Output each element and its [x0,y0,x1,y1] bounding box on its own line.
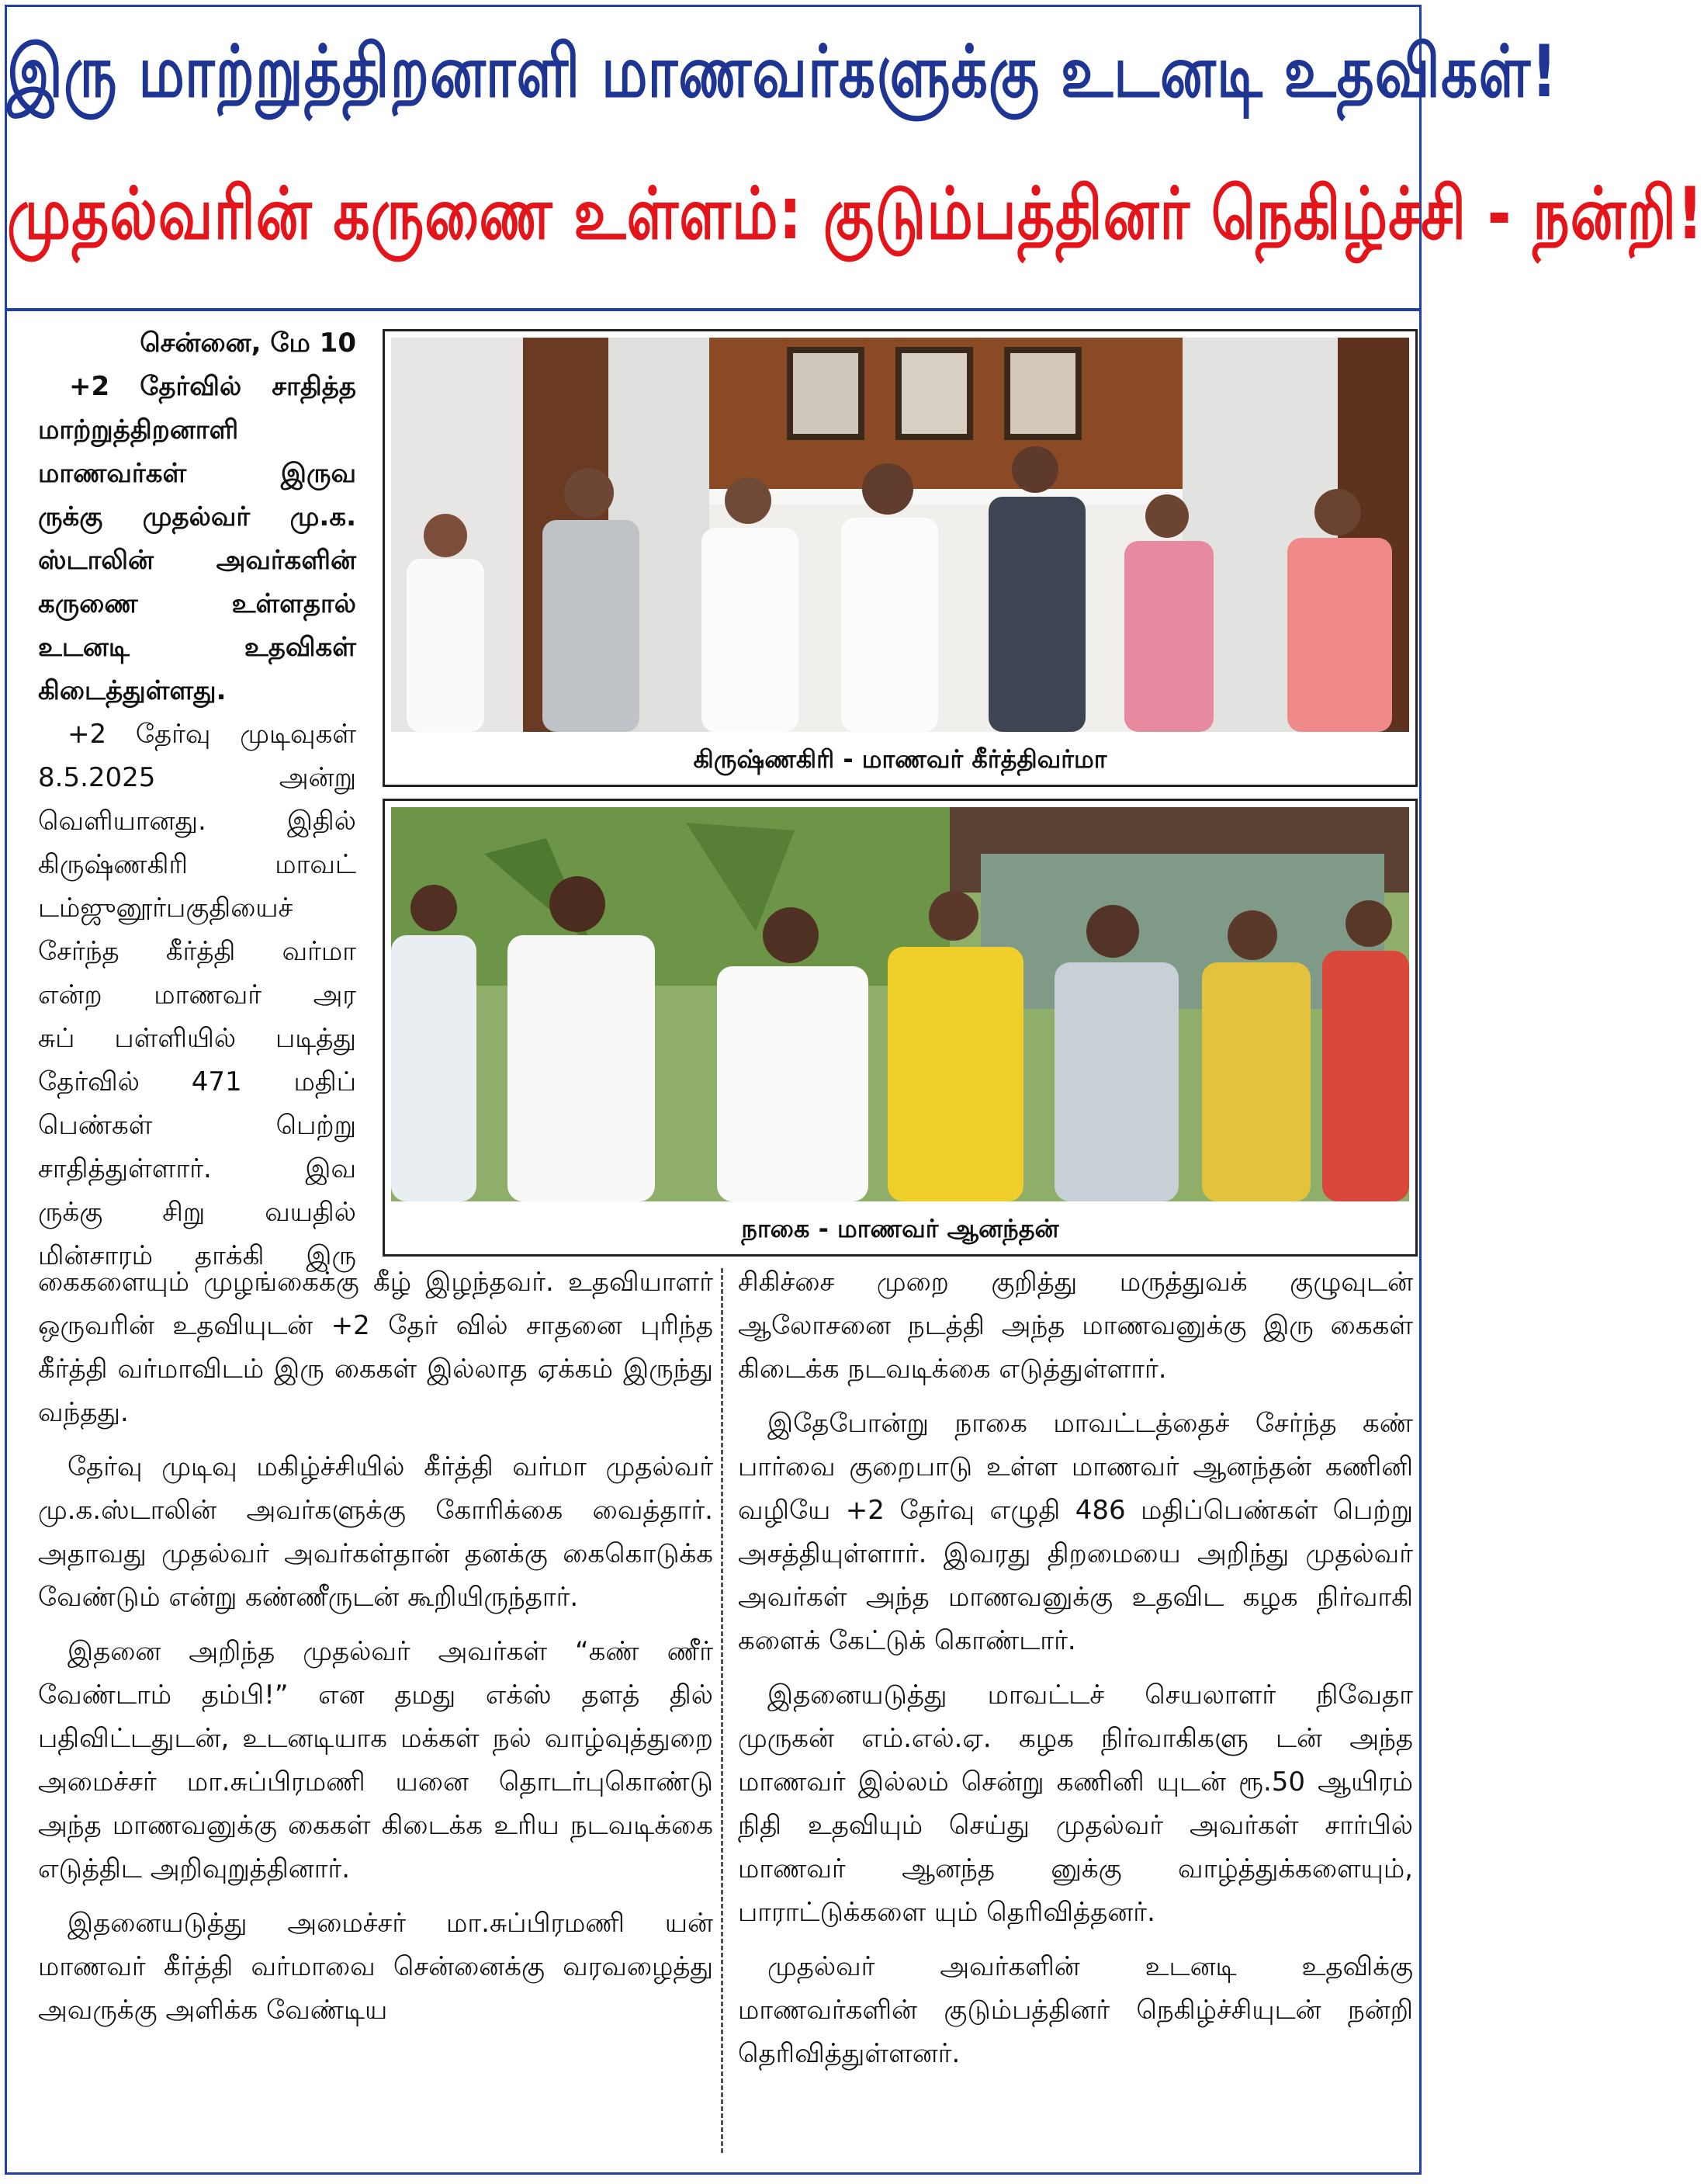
paragraph-line: சாதித்துள்ளார். இவ [38,1153,356,1184]
paragraph-line: சேர்ந்த கீர்த்தி வர்மா [38,936,356,967]
photo-caption: கிருஷ்ணகிரி - மாணவர் கீர்த்திவர்மா [693,744,1107,774]
article-paragraph: இதனையடுத்து அமைச்சர் மா.சுப்பிரமணி யன் மாணவர் கீர்த்தி வர்மாவை சென்னைக்கு வரவழைத்து அவருக்கு அளிக்க வேண்டிய [38,1908,713,2026]
photo-caption: நாகை - மாணவர் ஆனந்தன் [741,1214,1059,1243]
intro-line: கருணை உள்ளதால் [38,588,356,619]
photo-nagai [383,799,1418,1257]
intro-line: கிடைத்துள்ளது. [38,675,227,706]
intro-line: மாற்றுத்திறனாளி [38,414,239,445]
paragraph-line: தேர்வில் 471 மதிப் [38,1066,356,1097]
article-intro-column [38,321,356,1277]
dateline: சென்னை, மே 10 [140,328,356,359]
paragraph-line: டம்ஜுனூர்பகுதியைச் [38,893,293,924]
article-column-left [38,1260,713,2032]
headline-block [7,7,1704,311]
intro-line: மாணவர்கள் இருவ [38,458,356,489]
article-paragraph: சிகிச்சை முறை குறித்து மருத்துவக் குழுவுடன் ஆலோசனை நடத்தி அந்த மாணவனுக்கு இரு கைகள் கிடைக்க நடவடிக்கை எடுத்துள்ளார். [738,1267,1413,1385]
intro-line: ருக்கு முதல்வர் மு.க. [38,501,356,532]
article-paragraph: இதனை அறிந்த முதல்வர் அவர்கள் “கண் ணீர் வேண்டாம் தம்பி!” என தமது எக்ஸ் தளத் தில் பதிவிட்டதுடன், உடனடியாக மக்கள் நல் வாழ்வுத்துறை அமைச்சர் மா.சுப்பிரமணி யனை தொடர்புகொண்டு அந்த மாணவனுக்கு கைகள் கிடைக்க உரிய நடவடிக்கை எடுத்திட அறிவுறுத்தினார். [38,1636,713,1884]
article-paragraph-1 [38,712,356,1277]
paragraph-line: வெளியானது. இதில் [38,806,356,837]
paragraph-line: மின்சாரம் தாக்கி இரு [38,1240,356,1271]
article-paragraph: இதனையடுத்து மாவட்டச் செயலாளர் நிவேதா முருகன் எம்.எல்.ஏ. கழக நிர்வாகிகளு டன் அந்த மாணவர் இல்லம் சென்று கணினி யுடன் ரூ.50 ஆயிரம் நிதி உதவியும் செய்து முதல்வர் அவர்கள் சார்பில் மாணவர் ஆனந்த னுக்கு வாழ்த்துக்களையும், பாராட்டுக்களை யும் தெரிவித்தனர். [738,1680,1413,1928]
article-paragraph: இதேபோன்று நாகை மாவட்டத்தைச் சேர்ந்த கண் பார்வை குறைபாடு உள்ள மாணவர் ஆனந்தன் கணினி வழியே +2 தேர்வு எழுதி 486 மதிப்பெண்கள் பெற்று அசத்தியுள்ளார். இவரது திறமையை அறிந்து முதல்வர் அவர்கள் அந்த மாணவனுக்கு உதவிட கழக நிர்வாகி களைக் கேட்டுக் கொண்டார். [738,1408,1413,1656]
photo-krishnagiri [383,329,1418,787]
headline: இரு மாற்றுத்திறனாளி மாணவர்களுக்கு உடனடி உதவிகள்! [7,30,1558,114]
intro-line: உடனடி உதவிகள் [38,632,356,663]
article-paragraph: முதல்வர் அவர்களின் உடனடி உதவிக்கு மாணவர்களின் குடும்பத்தினர் நெகிழ்ச்சியுடன் நன்றி தெரிவித்துள்ளனர். [738,1951,1413,2069]
paragraph-line: பெண்கள் பெற்று [38,1110,356,1141]
article-paragraph: தேர்வு முடிவு மகிழ்ச்சியில் கீர்த்தி வர்மா முதல்வர் மு.க.ஸ்டாலின் அவர்களுக்கு கோரிக்கை வைத்தார். அதாவது முதல்வர் அவர்கள்தான் தனக்கு கைகொடுக்க வேண்டும் என்று கண்ணீருடன் கூறியிருந்தார். [38,1451,713,1613]
article-paragraph: கைகளையும் முழங்கைக்கு கீழ் இழந்தவர். உதவியாளர் ஒருவரின் உதவியுடன் +2 தேர் வில் சாதனை புரிந்த கீர்த்தி வர்மாவிடம் இரு கைகள் இல்லாத ஏக்கம் இருந்து வந்தது. [38,1267,713,1428]
group-photo [391,807,1409,1201]
intro-line: +2 தேர்வில் சாதித்த [69,371,356,402]
paragraph-line: 8.5.2025 அன்று [38,762,356,793]
group-photo [391,338,1409,732]
article-intro [38,321,356,712]
paragraph-line: +2 தேர்வு முடிவுகள் [68,719,356,750]
paragraph-line: சுப் பள்ளியில் படித்து [38,1023,356,1054]
paragraph-line: கிருஷ்ணகிரி மாவட் [38,849,356,880]
article-column-right [738,1260,1413,2075]
news-clipping [5,5,1704,2175]
column-divider [721,1268,723,2153]
subheadline: முதல்வரின் கருணை உள்ளம்: குடும்பத்தினர் நெகிழ்ச்சி - நன்றி! [7,172,1704,256]
intro-line: ஸ்டாலின் அவர்களின் [38,545,356,576]
paragraph-line: ருக்கு சிறு வயதில் [38,1197,356,1228]
paragraph-line: என்ற மாணவர் அர [38,979,356,1011]
